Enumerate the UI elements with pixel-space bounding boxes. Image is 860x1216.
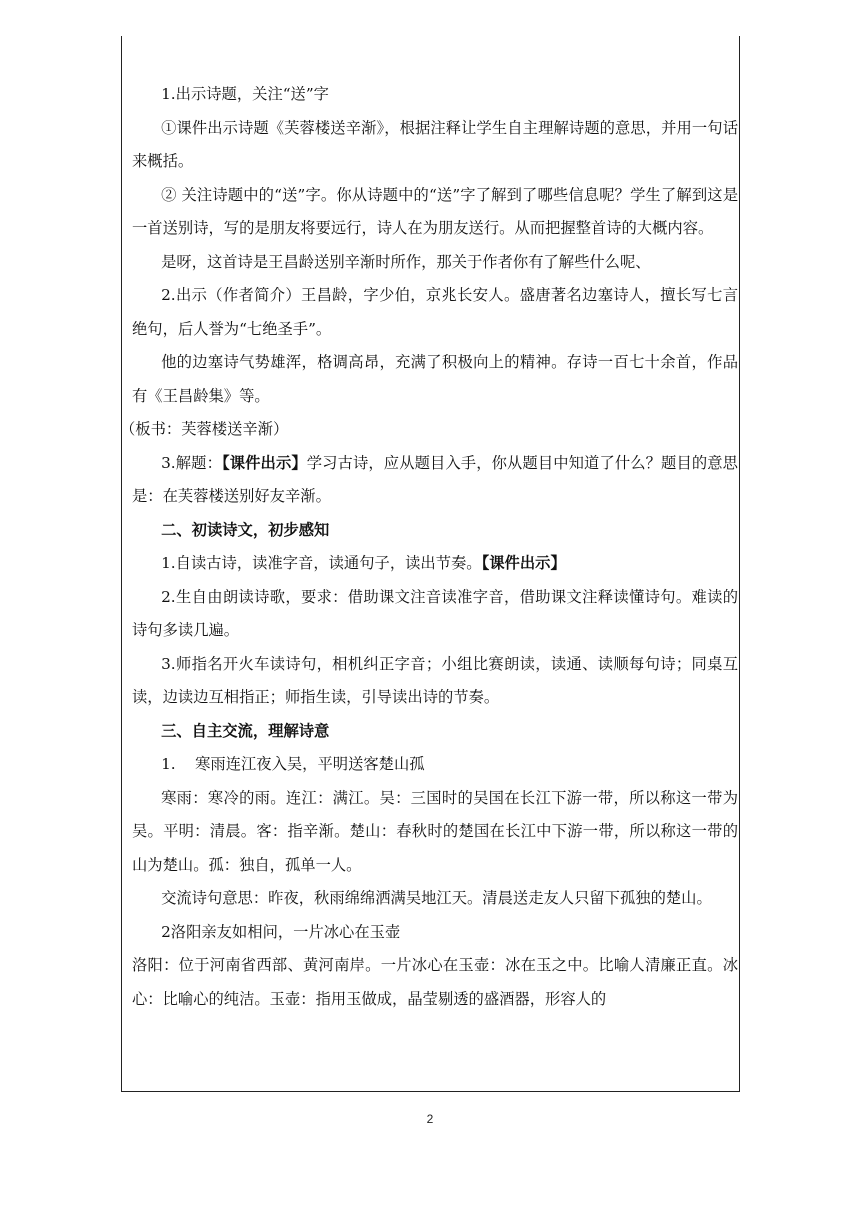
paragraph-1: 1.出示诗题，关注“送”字 (161, 85, 329, 103)
paragraph-2: ①课件出示诗题《芙蓉楼送辛渐》，根据注释让学生自主理解诗题的意思，并用一句话来概括。 (132, 118, 738, 170)
paragraph-8: 3.解题：【课件出示】学习古诗，应从题目入手，你从题目中知道了什么？题目的意思是：在芙蓉楼送别好友辛渐。 (132, 453, 738, 505)
paragraph-18: 洛阳：位于河南省西部、黄河南岸。一片冰心在玉壶：冰在玉之中。比喻人清廉正直。冰心：比喻心的纯洁。玉壶：指用玉做成，晶莹剔透的盛酒器，形容人的 (132, 956, 738, 1008)
poem-line-1: 1. 寒雨连江夜入吴，平明送客楚山孤 (161, 755, 425, 773)
paragraph-12: 3.师指名开火车读诗句，相机纠正字音；小组比赛朗读，读通、读顺每句诗；同桌互读，边读边互相指正；师指生读，引导读出诗的节奏。 (132, 654, 738, 706)
paragraph-4: 是呀，这首诗是王昌龄送别辛渐时所作，那关于作者你有了解些什么呢、 (161, 252, 651, 271)
paragraph-11: 2.生自由朗读诗歌，要求：借助课文注音读准字音，借助课文注释读懂诗句。难读的诗句多读几遍。 (132, 587, 738, 639)
paragraph-board-note: （板书：芙蓉楼送辛渐） (120, 420, 289, 438)
paragraph-16: 交流诗句意思：昨夜，秋雨绵绵洒满吴地江天。清晨送走友人只留下孤独的楚山。 (161, 889, 712, 907)
page-number: 2 (426, 1112, 434, 1126)
paragraph-10: 1.自读古诗，读准字音，读通句子，读出节奏。【课件出示】 (161, 554, 566, 572)
section-heading-3: 三、自主交流，理解诗意 (161, 721, 330, 740)
section-heading-2: 二、初读诗文，初步感知 (161, 520, 330, 539)
paragraph-15: 寒雨：寒冷的雨。连江：满江。吴：三国时的吴国在长江下游一带，所以称这一带为吴。平明：清晨。客：指辛渐。楚山：春秋时的楚国在长江中下游一带，所以称这一带的山为楚山。孤：独自，孤单一人。 (132, 788, 738, 874)
paragraph-6: 他的边塞诗气势雄浑，格调高昂，充满了积极向上的精神。存诗一百七十余首，作品有《王昌龄集》等。 (132, 353, 738, 405)
paragraph-5: 2.出示（作者简介）王昌龄，字少伯，京兆长安人。盛唐著名边塞诗人，擅长写七言绝句，后人誉为“七绝圣手”。 (132, 286, 738, 338)
lesson-content (120, 78, 738, 1016)
paragraph-3: ② 关注诗题中的“送”字。你从诗题中的“送”字了解到了哪些信息呢？学生了解到这是一首送别诗，写的是朋友将要远行，诗人在为朋友送行。从而把握整首诗的大概内容。 (132, 185, 738, 237)
poem-line-2: 2洛阳亲友如相问，一片冰心在玉壶 (161, 922, 401, 941)
